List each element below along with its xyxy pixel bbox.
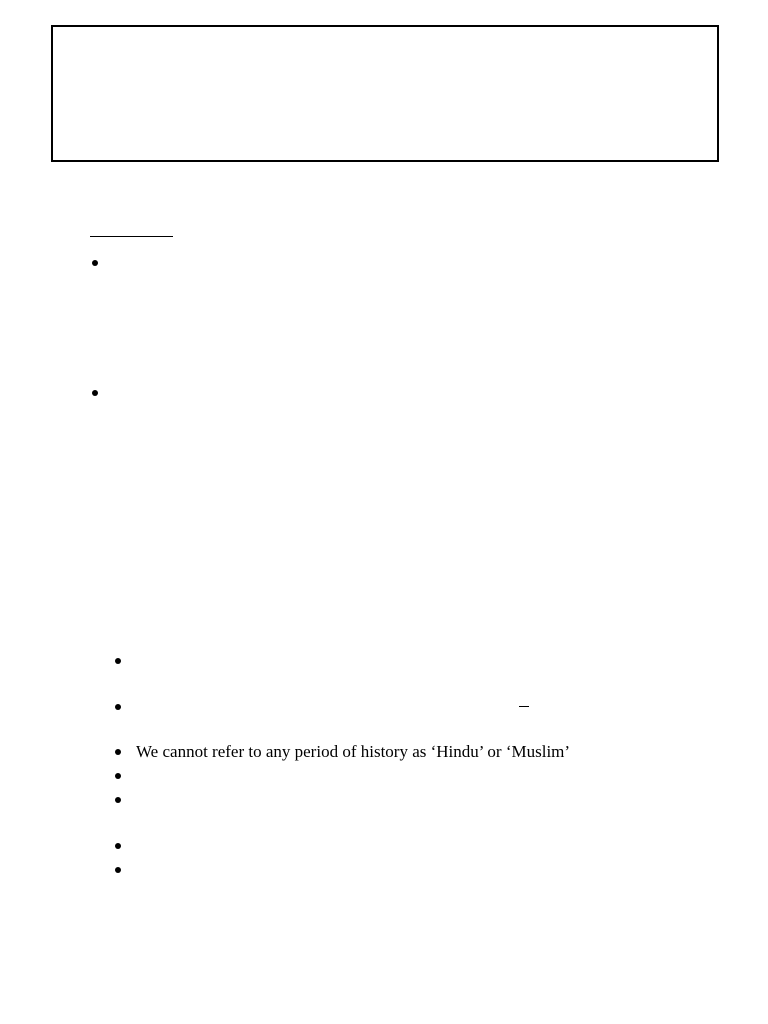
bullet-marker bbox=[115, 704, 121, 710]
bullet-marker bbox=[115, 797, 121, 803]
list-item-text: We cannot refer to any period of history as ‘Hindu’ or ‘Muslim’ bbox=[136, 742, 571, 761]
bullet-marker bbox=[115, 773, 121, 779]
bullet-marker bbox=[115, 867, 121, 873]
bullet-marker bbox=[92, 260, 98, 266]
bullet-marker bbox=[115, 658, 121, 664]
title-box bbox=[51, 25, 719, 162]
bullet-marker bbox=[115, 749, 121, 755]
section-heading-underline bbox=[90, 236, 173, 237]
bullet-marker bbox=[115, 843, 121, 849]
dash-mark bbox=[519, 706, 529, 707]
bullet-marker bbox=[92, 390, 98, 396]
